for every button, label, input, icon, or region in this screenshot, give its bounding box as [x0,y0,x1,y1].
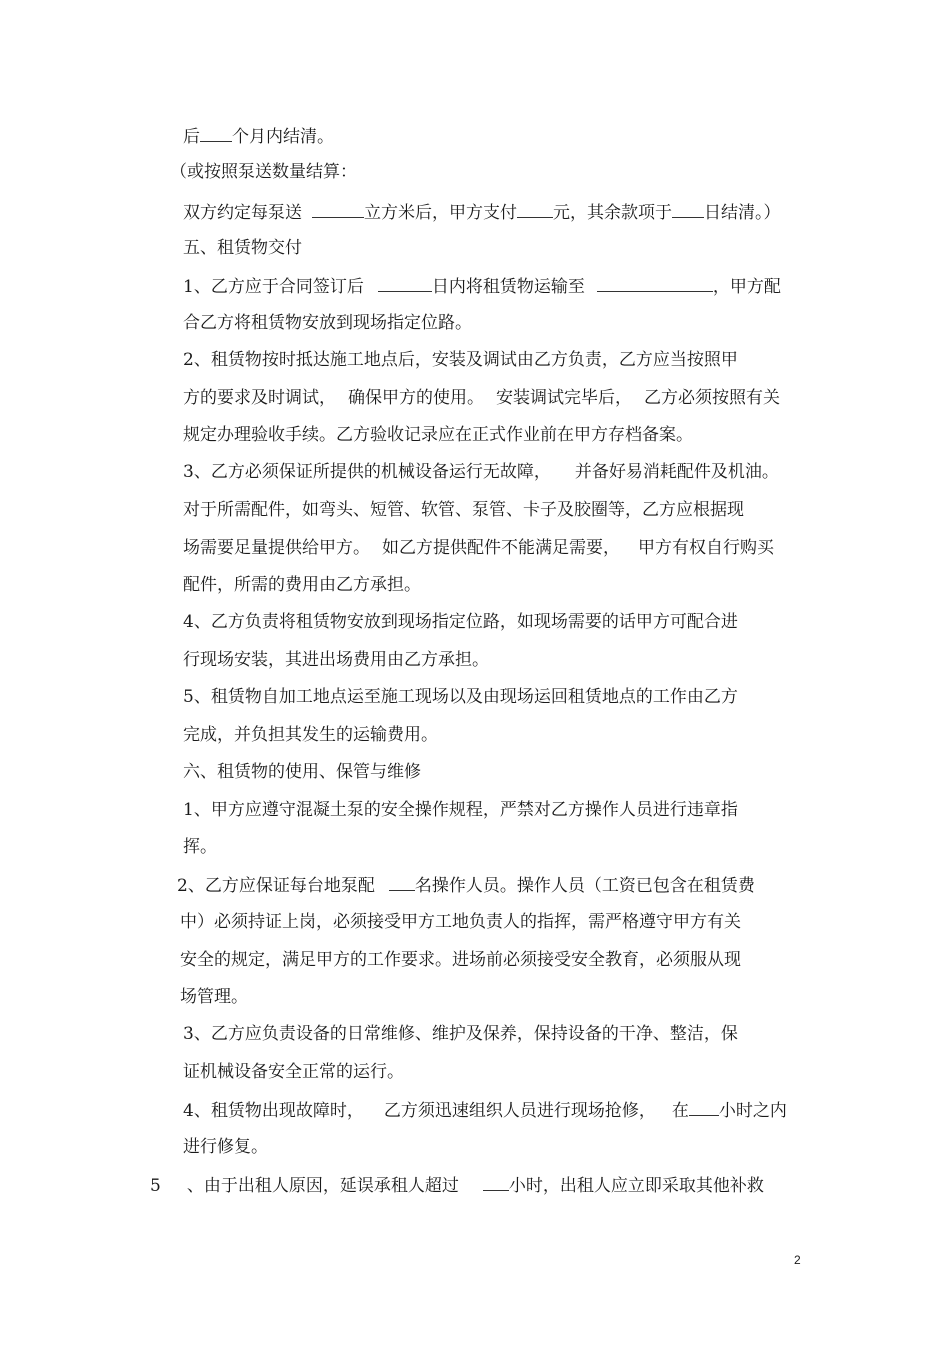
text-line: 规定办理验收手续。乙方验收记录应在正式作业前在甲方存档备案。 [183,425,693,445]
text-line: 双方约定每泵送 立方米后，甲方支付 元，其余款项于 日结清。） [183,200,781,224]
fill-blank [200,124,232,142]
text-line: 方的要求及时调试， 确保甲方的使用。 安装调试完毕后， 乙方必须按照有关 [183,388,780,408]
text-line: 合乙方将租赁物安放到现场指定位路。 [183,313,472,333]
text-line: 3、乙方应负责设备的日常维修、维护及保养，保持设备的干净、整洁，保 [183,1024,738,1044]
fill-blank [689,1098,719,1116]
text-line: 安全的规定，满足甲方的工作要求。进场前必须接受安全教育，必须服从现 [180,950,741,970]
text-line: 4、租赁物出现故障时， 乙方须迅速组织人员进行现场抢修， 在 小时之内 [183,1098,787,1122]
section-heading: 五、租赁物交付 [183,238,302,258]
text-line: （或按照泵送数量结算： [170,162,357,182]
fill-blank [312,200,364,218]
text-line: 5 、由于出租人原因，延误承租人超过 小时，出租人应立即采取其他补救 [150,1173,764,1197]
text-line: 进行修复。 [183,1137,268,1157]
text-line: 1、乙方应于合同签订后 日内将租赁物运输至 ，甲方配 [183,274,781,298]
section-heading: 六、租赁物的使用、保管与维修 [183,762,421,782]
fill-blank [517,200,553,218]
text-line: 2、租赁物按时抵达施工地点后，安装及调试由乙方负责，乙方应当按照甲 [183,350,738,370]
fill-blank [389,873,415,891]
fill-blank [378,274,432,292]
text-line: 配件，所需的费用由乙方承担。 [183,575,421,595]
fill-blank [672,200,704,218]
text-line: 5、租赁物自加工地点运至施工现场以及由现场运回租赁地点的工作由乙方 [183,687,738,707]
text-line: 4、乙方负责将租赁物安放到现场指定位路，如现场需要的话甲方可配合进 [183,612,738,632]
item-number: 5 [150,1176,161,1196]
text-line: 场管理。 [180,987,248,1007]
text-line: 对于所需配件，如弯头、短管、软管、泵管、卡子及胶圈等，乙方应根据现 [183,500,744,520]
text-line: 后 个月内结清。 [183,124,334,148]
text-line: 挥。 [183,837,217,857]
page-number: 2 [794,1253,801,1267]
fill-blank [597,274,713,292]
text-line: 1、甲方应遵守混凝土泵的安全操作规程，严禁对乙方操作人员进行违章指 [183,800,738,820]
text-line: 中）必须持证上岗，必须接受甲方工地负责人的指挥，需严格遵守甲方有关 [180,912,741,932]
text-line: 2、乙方应保证每台地泵配 名操作人员。操作人员（工资已包含在租赁费 [177,873,755,897]
text-line: 完成，并负担其发生的运输费用。 [183,725,438,745]
text-line: 场需要足量提供给甲方。 如乙方提供配件不能满足需要， 甲方有权自行购买 [183,538,774,558]
fill-blank [483,1173,509,1191]
text-line: 证机械设备安全正常的运行。 [183,1062,404,1082]
text-line: 3、乙方必须保证所提供的机械设备运行无故障， 并备好易消耗配件及机油。 [183,462,779,482]
text-line: 行现场安装，其进出场费用由乙方承担。 [183,650,489,670]
